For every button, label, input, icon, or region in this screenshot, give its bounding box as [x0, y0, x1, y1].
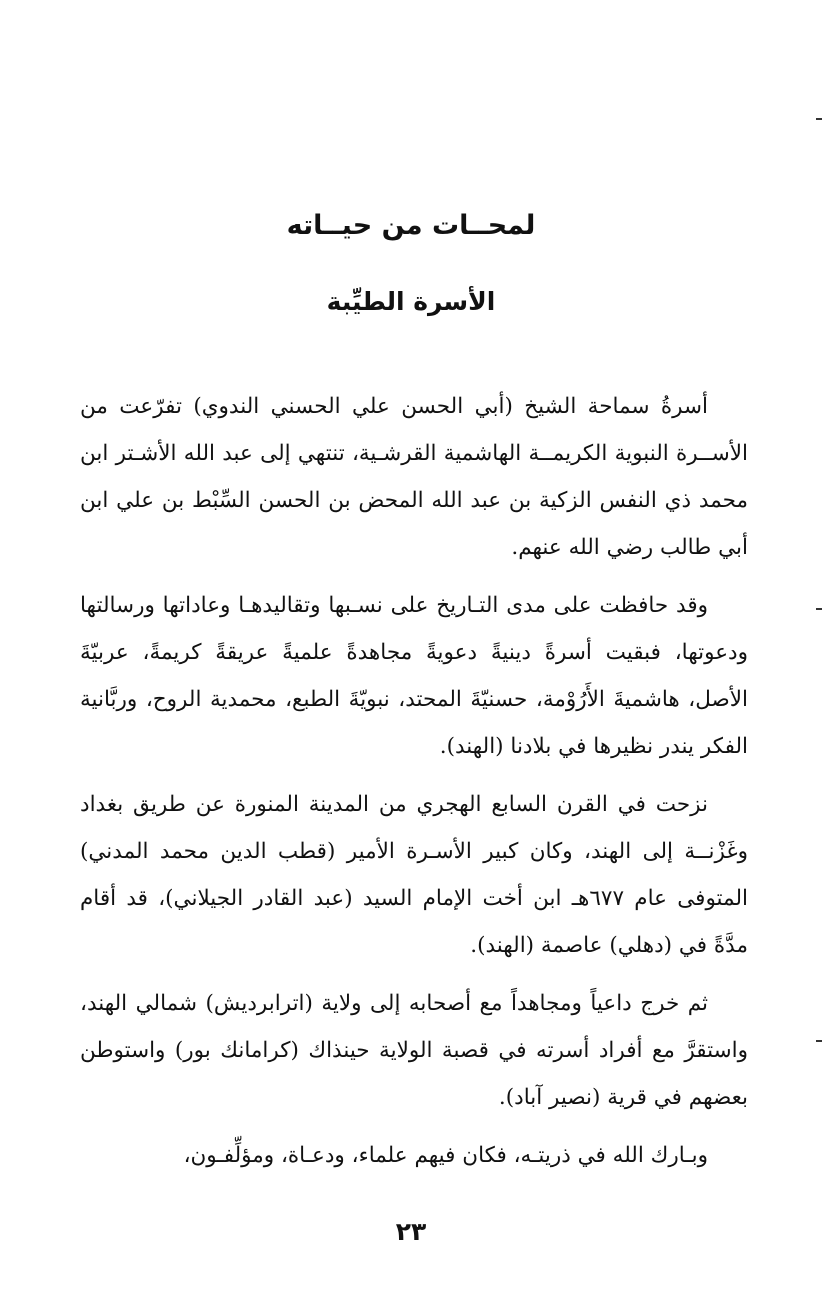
paragraph-1: أسرةُ سماحة الشيخ (أبي الحسن علي الحسني الندوي) تفرّعت من الأســرة النبوية الكريمــة الهاشمية القرشـية، تنتهي إلى عبد الله الأشـتر ابن محمد ذي النفس الزكية بن عبد الله المحض بن الحسن السِّبْط بن علي ابن أبي طالب رضي الله عنهم. — [80, 394, 748, 560]
section-title: الأسرة الطيِّبة — [326, 287, 496, 316]
edge-mark — [816, 118, 822, 120]
body-text — [80, 383, 748, 1190]
edge-mark — [816, 608, 822, 610]
paragraph-3: نزحت في القرن السابع الهجري من المدينة المنورة عن طريق بغداد وغَزْنــة إلى الهند، وكان كبير الأسـرة الأمير (قطب الدين محمد المدني) المتوفى عام ٦٧٧هـ ابن أخت الإمام السيد (عبد القادر الجيلاني)، قد أقام مدَّةً في (دهلي) عاصمة (الهند). — [80, 792, 748, 958]
paragraph-4: ثم خرج داعياً ومجاهداً مع أصحابه إلى ولاية (اترابرديش) شمالي الهند، واستقرَّ مع أفراد أسرته في قصبة الولاية حينذاك (كرامانك بور) واستوطن بعضهم في قرية (نصير آباد). — [80, 991, 748, 1110]
paragraph-5: وبـارك الله في ذريتـه، فكان فيهم علماء، ودعـاة، ومؤلِّفـون، — [183, 1143, 708, 1168]
edge-mark — [816, 1040, 822, 1042]
page-number: ٢٣ — [395, 1217, 427, 1246]
chapter-title: لمحــات من حيــاته — [286, 210, 536, 241]
paragraph-2: وقد حافظت على مدى التـاريخ على نسـبها وتقاليدهـا وعاداتها ورسالتها ودعوتها، فبقيت أسرةً دينيةً دعويةً مجاهدةً علميةً عريقةً كريمةً، عربيّةَ الأصل، هاشميةَ الأَرُوْمة، حسنيّةَ المحتد، نبويّةَ الطبع، محمدية الروح، وربَّانية الفكر يندر نظيرها في بلادنا (الهند). — [80, 593, 748, 759]
